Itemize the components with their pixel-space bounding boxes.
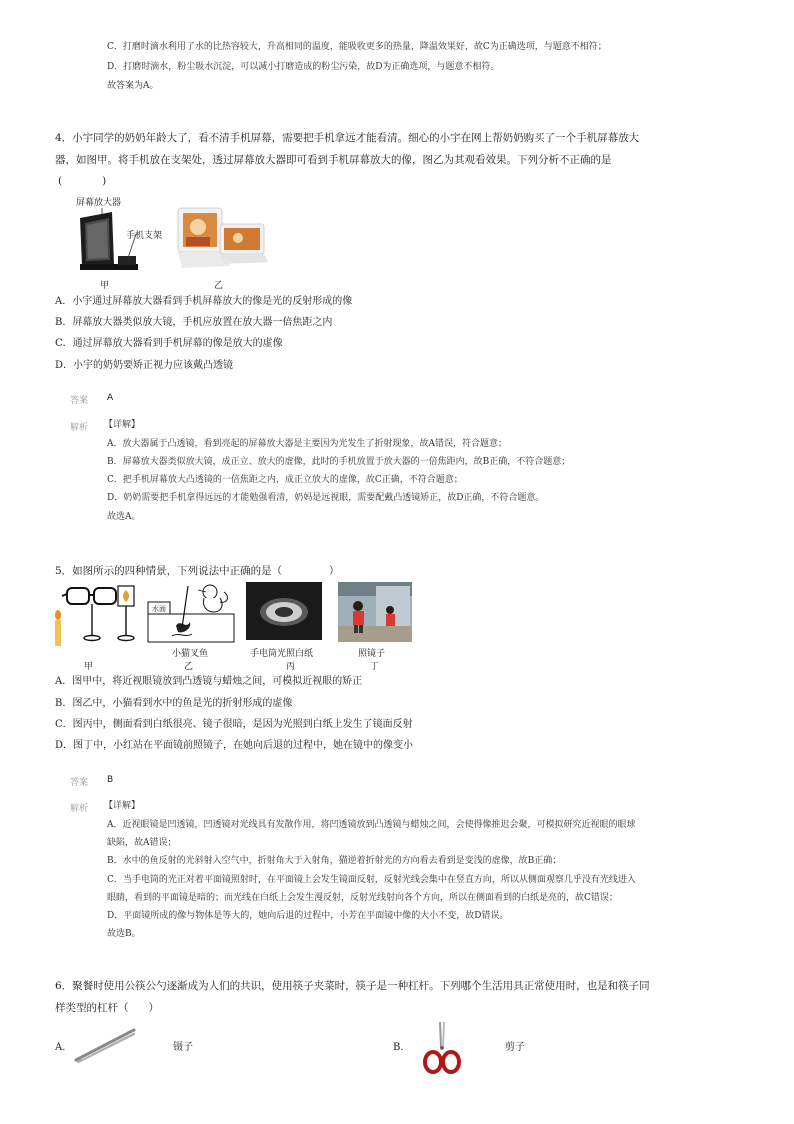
- fig-jia-label: 甲: [100, 281, 110, 291]
- q6-option-a-letter[interactable]: A．: [55, 1042, 73, 1053]
- q4-answer-value: A: [107, 393, 114, 403]
- mirror-photo: [338, 582, 412, 642]
- q4-answer-paren: ( ): [58, 175, 107, 187]
- q5-figure-glasses: [52, 582, 147, 672]
- q5-figure-torch: [246, 582, 334, 672]
- fig-yi-label: 乙: [214, 281, 224, 291]
- q5-detail-line: D．平面镜所成的像与物体是等大的，她向后退的过程中，小芳在平面镜中像的大小不变，故D错误。: [107, 911, 509, 921]
- q4-detail-line: B．屏幕放大器类似放大镜，成正立、放大的虚像，此时的手机放置于放大器的一倍焦距内，故B正确，不符合题意；: [107, 457, 571, 467]
- stand-label: 手机支架: [126, 231, 163, 241]
- q6-stem-line2: 样类型的杠杆（ ）: [55, 1002, 160, 1014]
- q4-detail-title: 【详解】: [104, 420, 141, 430]
- torch-photo: [246, 582, 322, 640]
- q5-detail-line: A．近视眼镜是凹透镜，凹透镜对光线具有发散作用，将凹透镜放到凸透镜与蜡烛之间，会使得像推迟会聚，可模拟研究近视眼的眼球: [107, 820, 636, 830]
- q4-detail-line: 故选A。: [107, 512, 141, 522]
- q4-figure-magnifier: [70, 192, 180, 292]
- fig-ding-label: 丁: [370, 662, 380, 672]
- explanation-line: D．打磨时滴水，粉尘吸水沉淀，可以减小打磨造成的粉尘污染，故D为正确选项，与题意不相符。: [107, 62, 500, 72]
- q5-detail-title: 【详解】: [104, 801, 141, 811]
- q5-answer-value: B: [107, 775, 114, 785]
- q5-detail-line: B．水中的鱼反射的光斜射入空气中，折射角大于入射角，猫逆着折射光的方向看去看到是变浅的虚像，故B正确；: [107, 856, 562, 866]
- magnifier-drawing: [70, 206, 180, 278]
- q4-detail-line: A．放大器属于凸透镜，看到亮起的屏幕放大器是主要因为光发生了折射现象，故A错误，符合题意；: [107, 439, 508, 449]
- q4-option-d[interactable]: D．小宇的奶奶要矫正视力应该戴凸透镜: [55, 360, 234, 371]
- q6-option-a-text[interactable]: 镊子: [173, 1042, 193, 1053]
- q5-option-b[interactable]: B．图乙中，小猫看到水中的鱼是光的折射形成的虚像: [55, 698, 293, 709]
- mirror-caption: 照镜子: [358, 649, 386, 659]
- q4-figure-effect: [172, 202, 272, 292]
- q4-option-b[interactable]: B．屏幕放大器类似放大镜，手机应放置在放大器一倍焦距之内: [55, 317, 333, 328]
- q4-detail-line: C．把手机屏幕放大凸透镜的一倍焦距之内，成正立放大的虚像，故C正确，不符合题意；: [107, 475, 463, 485]
- q5-option-c[interactable]: C．图丙中，侧面看到白纸很亮、镜子很暗，是因为光照到白纸上发生了镜面反射: [55, 719, 413, 730]
- tweezers-icon: [72, 1026, 138, 1064]
- q4-analysis-label: 解析: [70, 423, 89, 433]
- q5-stem: 5．如图所示的四种情景，下列说法中正确的是（ ）: [55, 565, 340, 577]
- fig-yi-label: 乙: [184, 662, 194, 672]
- scissors-icon: [420, 1020, 464, 1076]
- q5-figure-mirror: [338, 582, 416, 672]
- q6-option-b-letter[interactable]: B．: [393, 1042, 411, 1053]
- q5-detail-line: 故选B。: [107, 929, 141, 939]
- q4-option-a[interactable]: A．小宇通过屏幕放大器看到手机屏幕放大的像是光的反射形成的像: [55, 296, 353, 307]
- q4-answer-label: 答案: [70, 396, 89, 406]
- q5-option-d[interactable]: D．图丁中，小红站在平面镜前照镜子，在她向后退的过程中，她在镜中的像变小: [55, 740, 414, 751]
- q4-detail-line: D．奶奶需要把手机拿得远远的才能勉强看清，奶妈是远视眼，需要配戴凸透镜矫正，故D正确，不符合题意。: [107, 493, 545, 503]
- q5-option-a[interactable]: A．图甲中，将近视眼镜放到凸透镜与蜡烛之间，可模拟近视眼的矫正: [55, 676, 363, 687]
- q5-detail-line: C．当手电筒的光正对着平面镜照射时，在平面镜上会发生镜面反射，反射光线会集中在竖直方向，所以从侧面观察几乎没有光线进入: [107, 875, 636, 885]
- explanation-line: 故答案为A。: [107, 81, 159, 91]
- torch-caption: 手电筒光照白纸: [250, 649, 314, 659]
- magnifier-label: 屏幕放大器: [76, 198, 122, 208]
- q5-answer-label: 答案: [70, 778, 89, 788]
- q6-stem-line1: 6．聚餐时使用公筷公勺逐渐成为人们的共识，使用筷子夹菜时，筷子是一种杠杆。下列哪个生活用具正常使用时，也是和筷子同: [55, 980, 650, 992]
- q6-option-b-text[interactable]: 剪子: [505, 1042, 525, 1053]
- q4-stem-line1: 4．小宇同学的奶奶年龄大了，看不清手机屏幕，需要把手机拿远才能看清。细心的小宇在网上帮奶奶购买了一个手机屏幕放大: [55, 132, 640, 144]
- explanation-line: C．打磨时滴水利用了水的比热容较大，升高相同的温度，能吸收更多的热量，降温效果好，故C为正确选项，与题意不相符；: [107, 42, 607, 52]
- q5-figure-cat-fish: [144, 582, 238, 672]
- q5-detail-line: 缺陷，故A错误；: [107, 838, 177, 848]
- q4-option-c[interactable]: C．通过屏幕放大器看到手机屏幕的像是放大的虚像: [55, 338, 283, 349]
- fig-jia-label: 甲: [84, 662, 94, 672]
- fig-bing-label: 丙: [286, 662, 296, 672]
- glasses-drawing: [52, 582, 147, 652]
- water-surface-label: 水面: [152, 605, 166, 613]
- q5-analysis-label: 解析: [70, 804, 89, 814]
- effect-drawing: [172, 202, 272, 274]
- q5-detail-line: 眼睛，看到的平面镜是暗的；而光线在白纸上会发生漫反射，反射光线射向各个方向，所以在侧面看到的白纸是亮的，故C错误；: [107, 893, 618, 903]
- cat-caption: 小猫叉鱼: [172, 649, 209, 659]
- q4-stem-line2: 器，如图甲。将手机放在支架处，透过屏幕放大器即可看到手机屏幕放大的像，图乙为其观看效果。下列分析不正确的是: [55, 154, 612, 166]
